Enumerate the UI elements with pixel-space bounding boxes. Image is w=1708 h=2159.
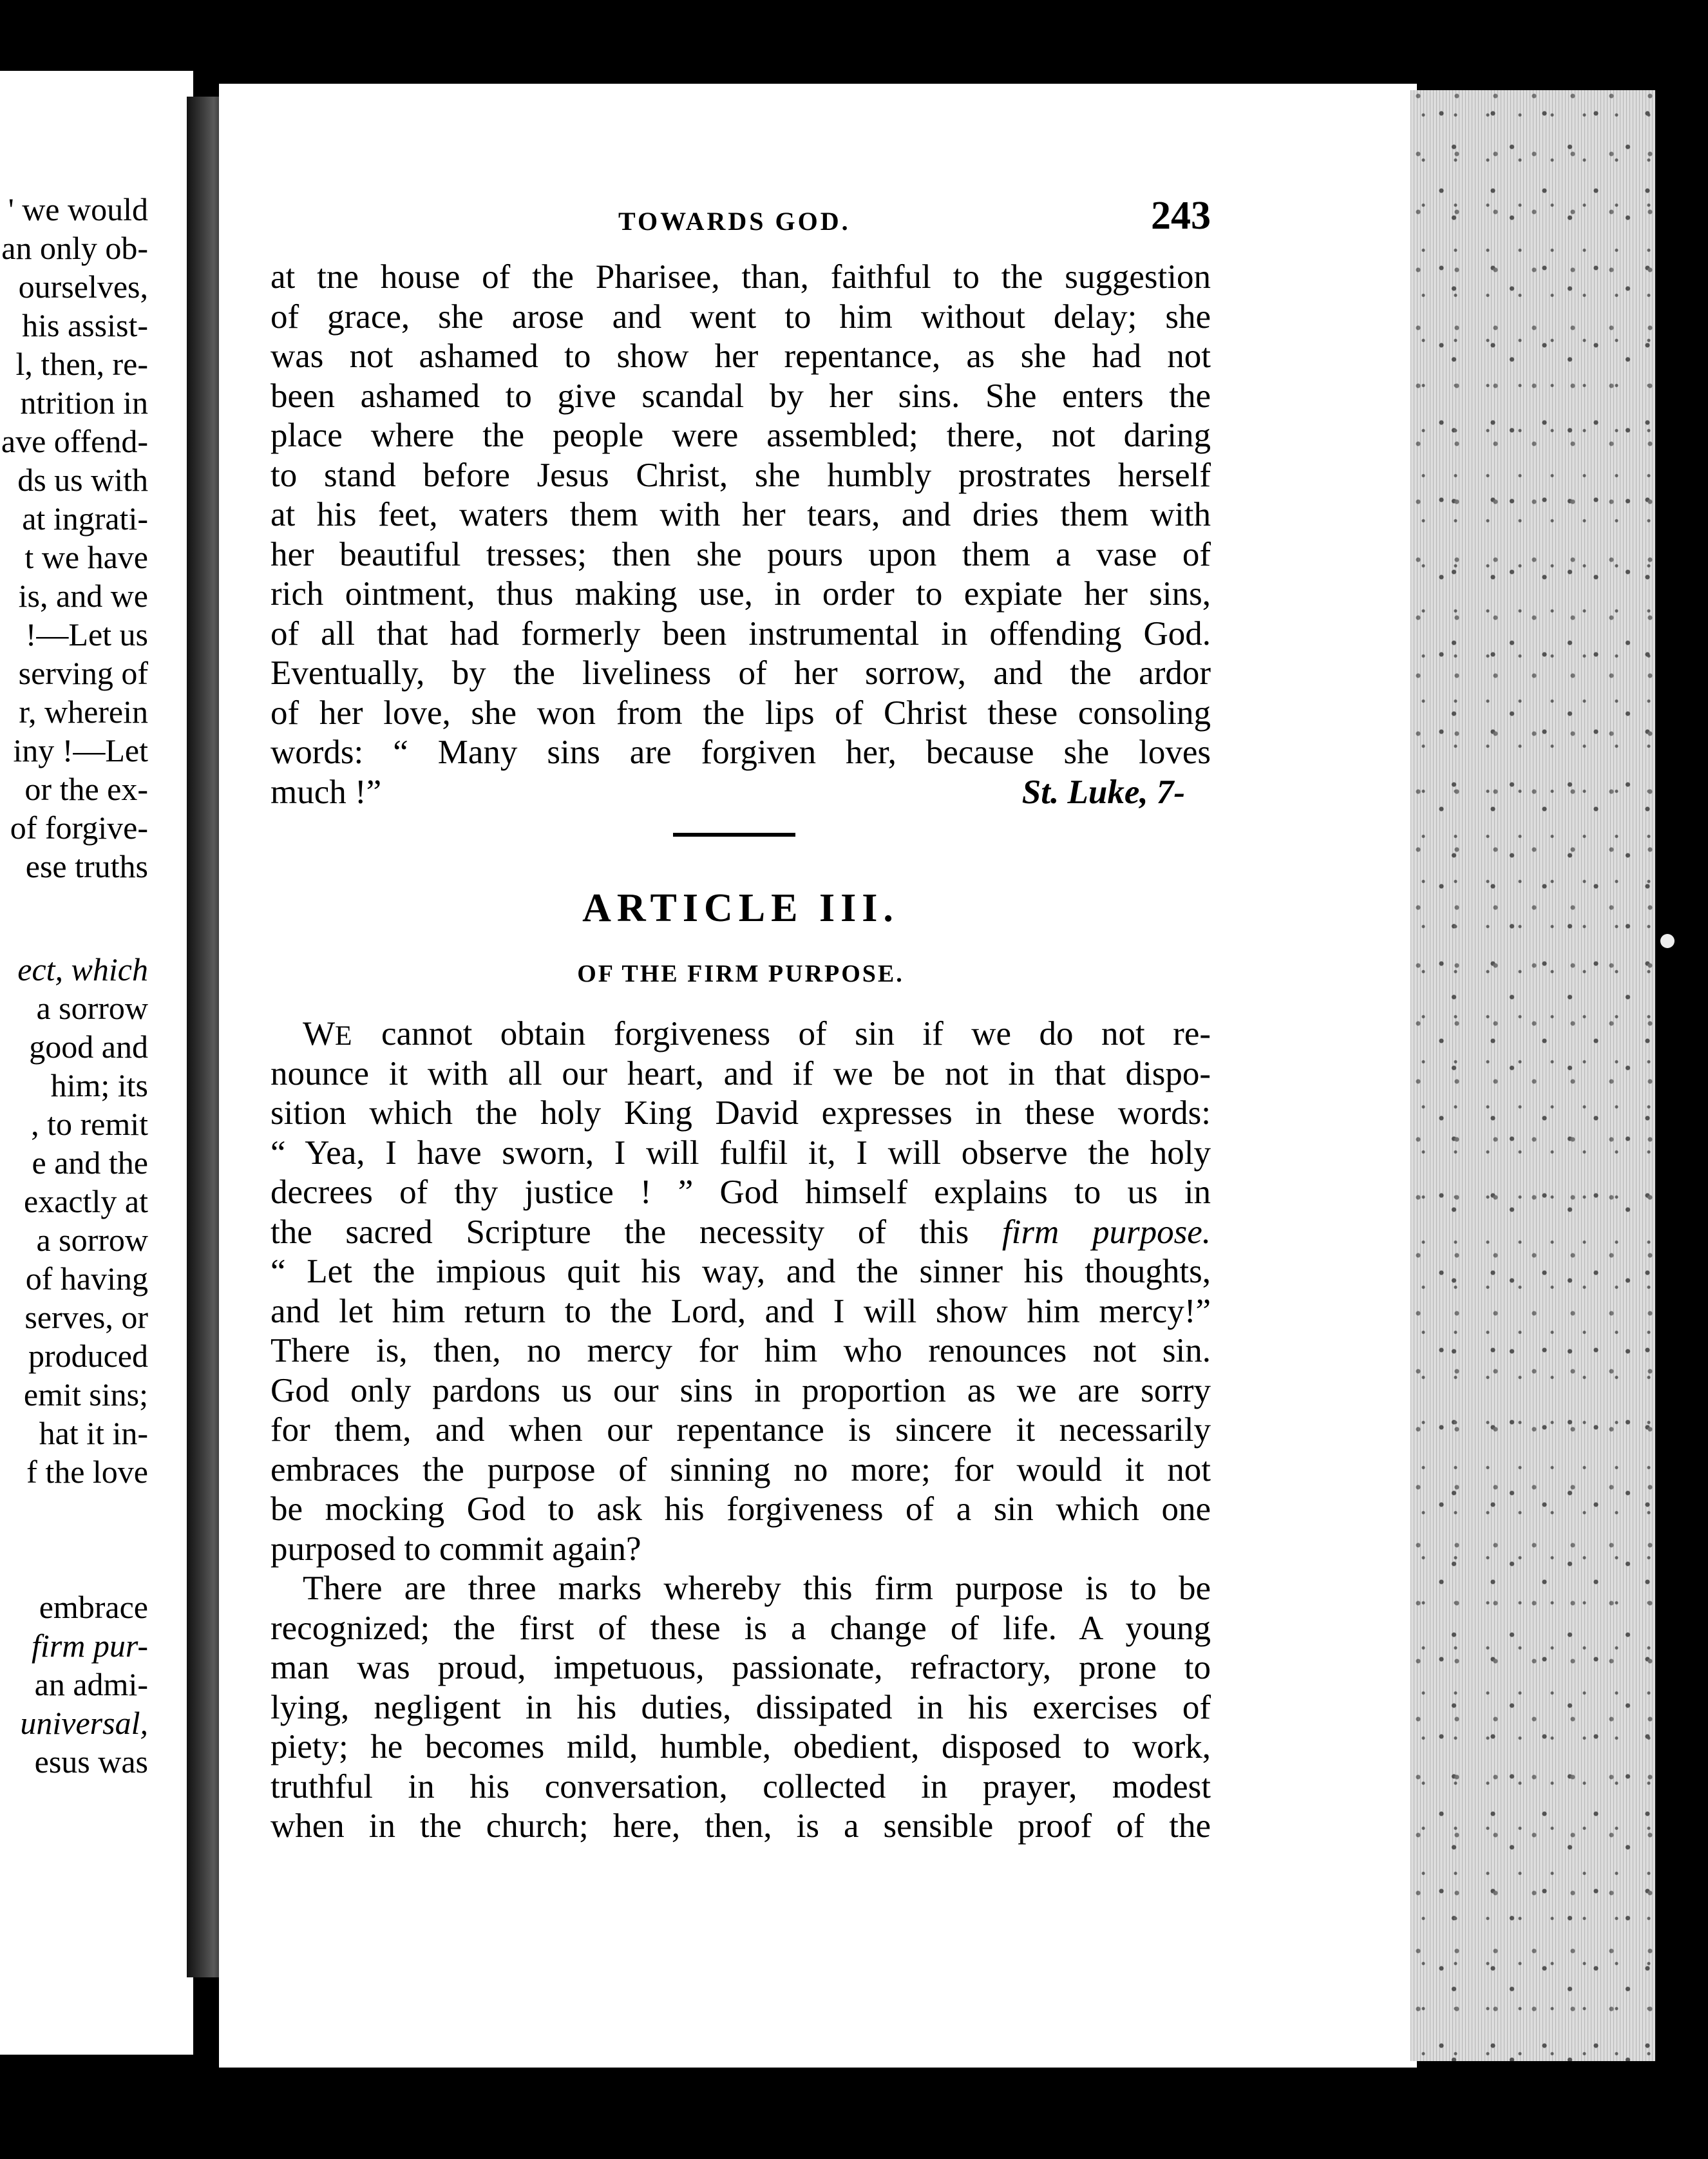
left-page-line: at ingrati- [22, 500, 148, 537]
text-line: “ Let the impious quit his way, and the sinner his thoughts, [270, 1253, 1211, 1290]
text-line: at tne house of the Pharisee, than, faithful to the suggestion [270, 258, 1211, 296]
text-line: man was proud, impetuous, passionate, refractory, prone to [270, 1649, 1211, 1686]
text-line [270, 1213, 1211, 1253]
left-page-line: iny !—Let [13, 732, 148, 768]
scripture-citation: St. Luke, 7- [1021, 773, 1185, 811]
left-page-line: , to remit [31, 1106, 148, 1142]
emphasized-term: firm purpose. [1001, 1213, 1211, 1251]
left-page-line: ourselves, [18, 269, 148, 305]
text-line [270, 1014, 1211, 1054]
text-line: and let him return to the Lord, and I will show him mercy!” [270, 1292, 1211, 1330]
left-page-line: is, and we [18, 578, 148, 614]
left-page-line: his assist- [22, 307, 148, 343]
left-page-line: exactly at [24, 1183, 148, 1219]
text-line: rich ointment, thus making use, in order to expiate her sins, [270, 575, 1211, 613]
text-line: There is, then, no mercy for him who renounces not sin. [270, 1332, 1211, 1369]
left-page-line: or the ex- [24, 771, 148, 807]
page-number: 243 [1151, 194, 1211, 238]
text-line: lying, negligent in his duties, dissipated in his exercises of [270, 1688, 1211, 1726]
left-page-line: ect, which [17, 951, 148, 987]
left-page-line: ave offend- [1, 423, 148, 459]
scanner-marker [1655, 915, 1694, 973]
article-heading: ARTICLE III. [582, 886, 899, 930]
text-line: was not ashamed to show her repentance, as she had not [270, 338, 1211, 375]
left-page-line: ntrition in [20, 385, 148, 421]
line-text: the sacred Scripture the necessity of this [270, 1213, 1002, 1251]
paragraph-firm-purpose [270, 1014, 1211, 1569]
text-line: words: “ Many sins are forgiven her, because she loves [270, 734, 1211, 771]
left-page-line: hat it in- [39, 1415, 148, 1451]
left-page-line: ' we would [8, 191, 148, 227]
text-line: when in the church; here, then, is a sensible proof of the [270, 1807, 1211, 1845]
left-page-line: of forgive- [10, 810, 148, 846]
closing-quote-text: much !” [270, 773, 382, 811]
left-page-line: an only ob- [1, 230, 148, 266]
text-line: decrees of thy justice ! ” God himself explains to us in [270, 1174, 1211, 1211]
left-page-line: an admi- [34, 1666, 148, 1702]
text-line: embraces the purpose of sinning no more; for would it not [270, 1450, 1211, 1488]
left-page-line: f the love [26, 1454, 148, 1490]
text-line: God only pardons us our sins in proportion as we are sorry [270, 1371, 1211, 1409]
left-page-line: ds us with [17, 462, 148, 498]
left-page-line: a sorrow [36, 990, 148, 1026]
text-line: piety; he becomes mild, humble, obedient, disposed to work, [270, 1728, 1211, 1765]
text-line: recognized; the first of these is a change of life. A young [270, 1609, 1211, 1647]
left-page-line: embrace [39, 1589, 148, 1625]
left-page-line: of having [25, 1260, 148, 1297]
left-page-line: l, then, re- [15, 346, 148, 382]
text-line: truthful in his conversation, collected in prayer, modest [270, 1767, 1211, 1805]
text-line: of her love, she won from the lips of Christ these consoling [270, 694, 1211, 732]
text-line: sition which the holy King David expresses in these words: [270, 1094, 1211, 1132]
left-page-line: emit sins; [23, 1376, 148, 1412]
left-page-line: t we have [24, 539, 148, 575]
first-line-text: cannot obtain forgiveness of sin if we do not re- [353, 1015, 1211, 1052]
left-page-line: serves, or [24, 1299, 148, 1335]
text-line: There are three marks whereby this firm purpose is to be [303, 1570, 1211, 1607]
left-page-line: !—Let us [25, 616, 148, 652]
text-line: purposed to commit again? [270, 1530, 641, 1568]
text-line: be mocking God to ask his forgiveness of a sin which one [270, 1490, 1211, 1528]
text-line: at his feet, waters them with her tears, and dries them with [270, 496, 1211, 533]
article-subheading: OF THE FIRM PURPOSE. [577, 960, 904, 987]
left-page-line: esus was [34, 1744, 148, 1780]
paragraph-three-marks [270, 1569, 1211, 1847]
paragraph-continued [270, 258, 1211, 812]
running-head: TOWARDS GOD. [618, 207, 851, 236]
left-page-line: him; its [50, 1067, 148, 1103]
left-page-line: firm pur- [32, 1628, 148, 1664]
text-line: nounce it with all our heart, and if we be not in that dispo- [270, 1054, 1211, 1092]
text-line: her beautiful tresses; then she pours upon them a vase of [270, 535, 1211, 573]
left-page-line: good and [29, 1029, 148, 1065]
left-page-line: ese truths [25, 848, 148, 884]
left-page-line: e and the [32, 1145, 148, 1181]
page-edges [1410, 90, 1655, 2061]
text-line [270, 773, 1211, 813]
initial-letter: W [303, 1015, 336, 1052]
left-page-line: a sorrow [36, 1222, 148, 1258]
text-line: of all that had formerly been instrumental in offending God. [270, 614, 1211, 652]
left-page-line: universal, [20, 1705, 148, 1741]
text-line: “ Yea, I have sworn, I will fulfil it, I will observe the holy [270, 1134, 1211, 1172]
text-line: to stand before Jesus Christ, she humbly prostrates herself [270, 456, 1211, 494]
left-page [0, 71, 193, 2055]
text-line: been ashamed to give scandal by her sins. She enters the [270, 377, 1211, 415]
section-divider [673, 833, 795, 837]
left-page-line: produced [28, 1338, 148, 1374]
text-line: of grace, she arose and went to him without delay; she [270, 298, 1211, 336]
text-line: Eventually, by the liveliness of her sorrow, and the ardor [270, 654, 1211, 692]
text-line: place where the people were assembled; there, not daring [270, 417, 1211, 454]
page-header [270, 193, 1211, 245]
initial-word-rest: E [335, 1020, 354, 1051]
text-line: for them, and when our repentance is sincere it necessarily [270, 1411, 1211, 1449]
left-page-line: serving of [18, 655, 148, 691]
left-page-line: r, wherein [19, 694, 148, 730]
